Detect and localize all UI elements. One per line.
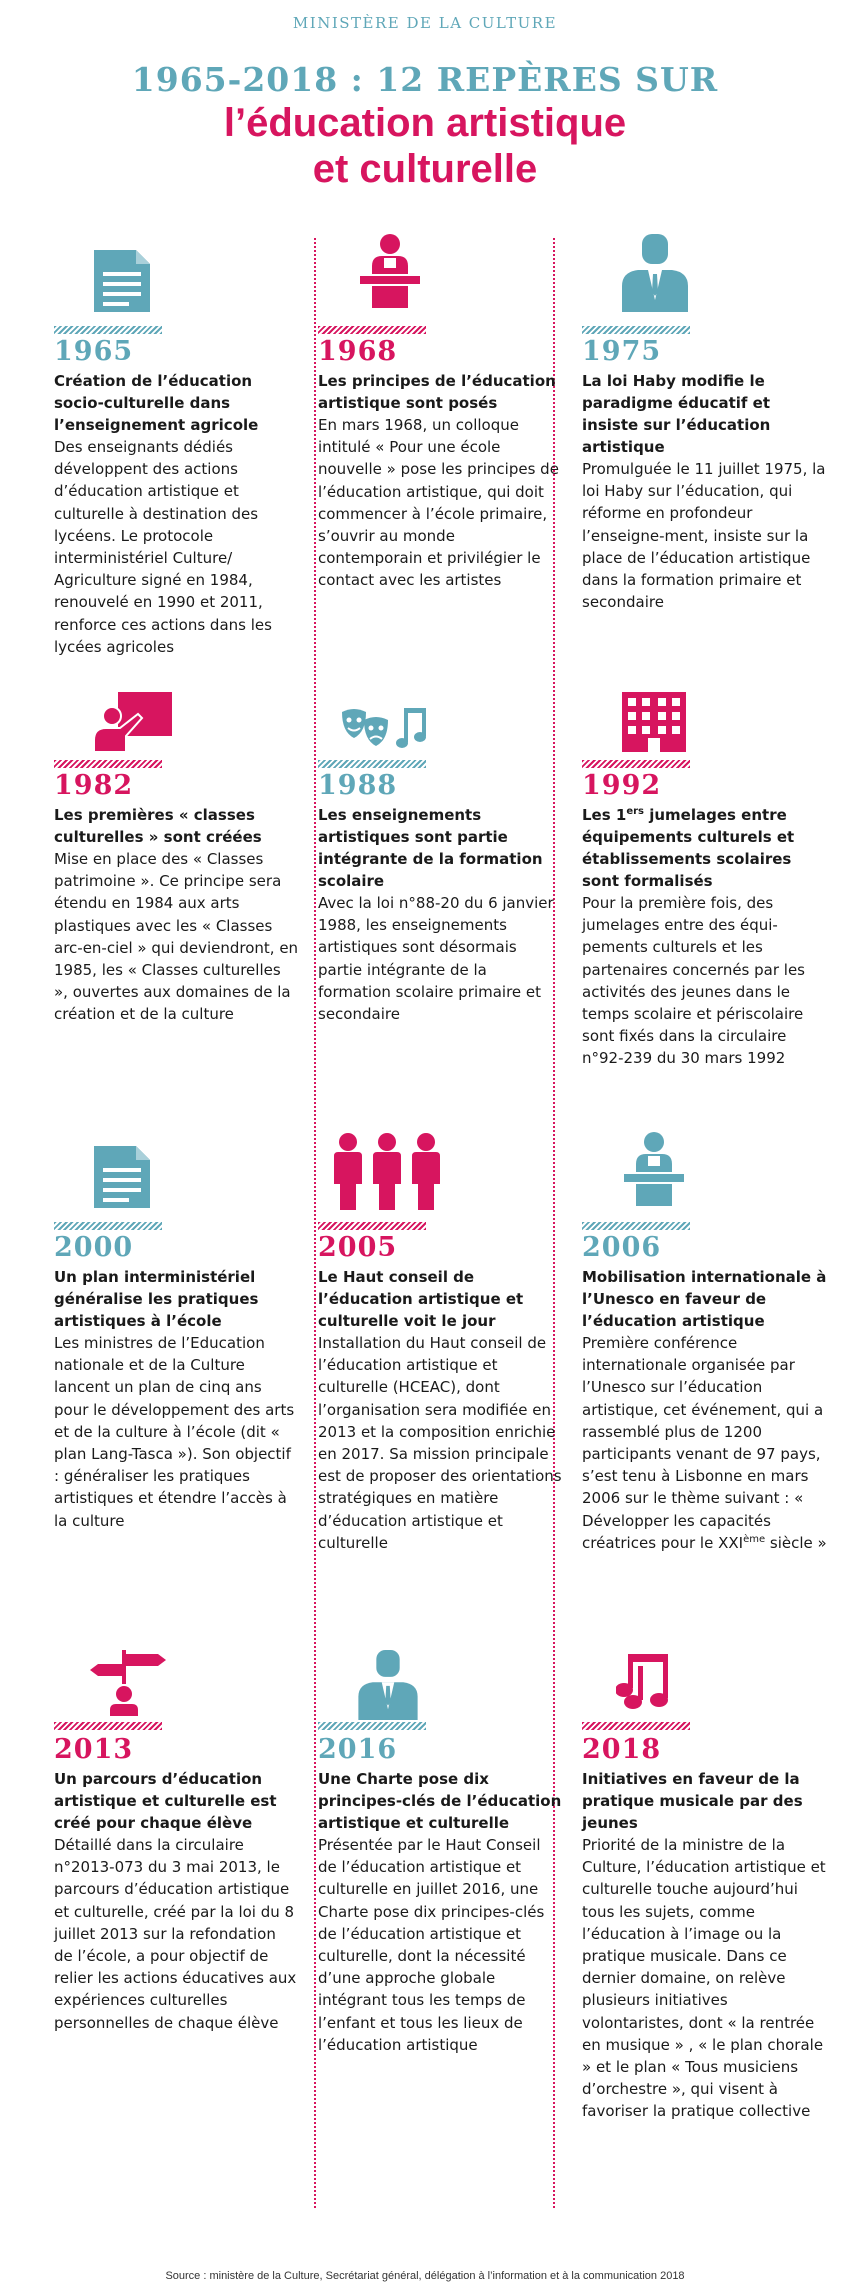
milestone-body: Mise en place des « Classes patrimoine ». Ce principe sera étendu en 1984 aux arts plastiques avec les « Classes arc-en-ciel » qui deviendront, en 1985, les « Classes culturelles », ouvertes aux domaines de la création et de la culture — [54, 850, 299, 1024]
music-notes-icon — [582, 1650, 827, 1730]
hatch-decoration — [582, 1722, 690, 1730]
page-title-line1: 1965-2018 : 12 REPÈRES SUR — [131, 60, 719, 99]
milestone-body: Avec la loi n°88-20 du 6 janvier 1988, les enseignements artistiques sont désormais partie intégrante de la formation scolaire primaire et secondaire — [318, 894, 554, 1024]
milestone-heading: Mobilisation internationale à l’Unesco en faveur de l’éducation artistique Première conférence internationale organisée par l’Unesco sur l’éducation artistique, cet événement, qui a rassemblé plus de 1200 participants venant de 97 pays, s’est tenu à Lisbonne en mars 2006 sur le thème suivant : « Développer les capacités créatrices pour le XXIème siècle » — [582, 1266, 827, 1554]
group-people-icon — [318, 1132, 563, 1212]
milestone-body: Installation du Haut conseil de l’éducation artistique et culturelle (HCEAC), dont l’organisation sera modifiée en 2013 et la composition enrichie en 2017. Sa mission principale est de proposer des orientations stratégiques en matière d’éducation artistique et culturelle — [318, 1334, 562, 1552]
milestone-body: Première conférence internationale organisée par l’Unesco sur l’éducation artistique, cet événement, qui a rassemblé plus de 1200 participants venant de 97 pays, s’est tenu à Lisbonne en mars 2006 sur le thème suivant : « Développer les capacités créatrices pour le XXIème siècle » — [582, 1334, 827, 1552]
milestone-heading: Les premières « classes culturelles » sont créées Mise en place des « Classes patrimoine ». Ce principe sera étendu en 1984 aux arts plastiques avec les « Classes arc-en-ciel » qui deviendront, en 1985, les « Classes culturelles », ouvertes aux domaines de la création et de la culture — [54, 804, 299, 1026]
milestone-year: 2006 — [582, 1232, 662, 1263]
milestone-year: 2016 — [318, 1734, 398, 1765]
milestone-year: 1975 — [582, 336, 662, 367]
milestone-year: 1982 — [54, 770, 134, 801]
hatch-decoration — [318, 1222, 426, 1230]
milestone-heading: Les enseignements artistiques sont partie intégrante de la formation scolaire Avec la loi n°88-20 du 6 janvier 1988, les enseignements artistiques sont désormais partie intégrante de la formation scolaire primaire et secondaire — [318, 804, 563, 1025]
milestone-heading: Création de l’éducation socio-culturelle dans l’enseignement agricole Des enseignants dédiés développent des actions d’éducation artistique et culturelle à destination des lycéens. Le protocole interministériel Culture/ Agriculture signé en 1984, renouvelé en 1990 et 2011, renforce ces actions dans les lycées agricoles — [54, 370, 299, 658]
milestone-heading: Un parcours d’éducation artistique et culturelle est créé pour chaque élève Détaillé dans la circulaire n°2013-073 du 3 mai 2013, le parcours d’éducation artistique et culturelle, créé par la loi du 8 juillet 2013 sur la refondation de l’école, a pour objectif de relier les actions éducatives aux expériences culturelles personnelles de chaque élève — [54, 1768, 299, 2034]
milestone-heading: Initiatives en faveur de la pratique musicale par des jeunes Priorité de la ministre de la Culture, l’éducation artistique et culturelle touche aujourd’hui tous les sujets, comme l’éducation à l’image ou la pratique musicale. Dans ce dernier domaine, on relève plusieurs initiatives volontaristes, dont « la rentrée en musique » , « le plan chorale » et le plan « Tous musiciens d’orchestre », qui visent à favoriser la pratique collective — [582, 1768, 827, 2123]
milestone-year: 1968 — [318, 336, 398, 367]
milestone-year: 1965 — [54, 336, 134, 367]
milestone-body: Priorité de la ministre de la Culture, l’éducation artistique et culturelle touche aujourd’hui tous les sujets, comme l’éducation à l’image ou la pratique musicale. Dans ce dernier domaine, on relève plusieurs initiatives volontaristes, dont « la rentrée en musique » , « le plan chorale » et le plan « Tous musiciens d’orchestre », qui visent à favoriser la pratique collective — [582, 1836, 826, 2121]
hatch-decoration — [54, 326, 162, 334]
milestone-body: Les ministres de l’Education nationale et de la Culture lancent un plan de cinq ans pour le développement des arts et de la culture à l’école (dit « plan Lang-Tasca »). Son objectif : généraliser les pratiques artistiques et étendre l’accès à la culture — [54, 1334, 295, 1530]
source-note: Source : ministère de la Culture, Secrétariat général, délégation à l’information et à la communication 2018 — [165, 2270, 685, 2282]
milestone-heading: Un plan interministériel généralise les pratiques artistiques à l’école Les ministres de l’Education nationale et de la Culture lancent un plan de cinq ans pour le développement des arts et de la culture à l’école (dit « plan Lang-Tasca »). Son objectif : généraliser les pratiques artistiques et étendre l’accès à la culture — [54, 1266, 299, 1532]
milestone-body: Présentée par le Haut Conseil de l’éducation artistique et culturelle en juillet 2016, une Charte pose dix principes-clés de l’éducation artistique et culturelle, dont la nécessité d’une approche globale intégrant tous les temps de l’enfant et tous les lieux de l’éducation artistique — [318, 1836, 545, 2054]
milestone-year: 2018 — [582, 1734, 662, 1765]
milestone-body: En mars 1968, un colloque intitulé « Pour une école nouvelle » pose les principes de l’éducation artistique, qui doit commencer à l’école primaire, s’ouvrir au monde contemporain et privilégier le contact avec les artistes — [318, 416, 559, 590]
milestone-year: 1992 — [582, 770, 662, 801]
milestone-year: 2013 — [54, 1734, 134, 1765]
hatch-decoration — [318, 1722, 426, 1730]
page-title-line2b: et culturelle — [312, 147, 538, 191]
milestone-body: Promulguée le 11 juillet 1975, la loi Haby sur l’éducation, qui réforme en profondeur l’enseigne-ment, insiste sur la place de l’éducation artistique dans la formation primaire et secondaire — [582, 460, 826, 612]
milestone-year: 2005 — [318, 1232, 398, 1263]
hatch-decoration — [54, 1222, 162, 1230]
milestone-heading: Une Charte pose dix principes-clés de l’éducation artistique et culturelle Présentée par le Haut Conseil de l’éducation artistique et culturelle en juillet 2016, une Charte pose dix principes-clés de l’éducation artistique et culturelle, dont la nécessité d’une approche globale intégrant tous les temps de l’enfant et tous les lieux de l’éducation artistique — [318, 1768, 563, 2056]
ministry-label: MINISTÈRE DE LA CULTURE — [292, 14, 558, 32]
hatch-decoration — [318, 326, 426, 334]
milestone-body: Détaillé dans la circulaire n°2013-073 du 3 mai 2013, le parcours d’éducation artistique et culturelle, créé par la loi du 8 juillet 2013 sur la refondation de l’école, a pour objectif de relier les actions éducatives aux expériences culturelles personnelles de chaque élève — [54, 1836, 297, 2032]
person-suit-icon — [582, 234, 827, 314]
document-icon — [54, 250, 299, 330]
person-signpost-icon — [54, 1650, 299, 1730]
milestone-year: 1988 — [318, 770, 398, 801]
milestone-heading: Les principes de l’éducation artistique sont posés En mars 1968, un colloque intitulé « Pour une école nouvelle » pose les principes de l’éducation artistique, qui doit commencer à l’école primaire, s’ouvrir au monde contemporain et privilégier le contact avec les artistes — [318, 370, 563, 592]
column-divider-left — [314, 238, 316, 2208]
speaker-podium-icon — [318, 234, 563, 314]
hatch-decoration — [318, 760, 426, 768]
page-title-line2a: l’éducation artistique — [223, 101, 627, 145]
milestone-year: 2000 — [54, 1232, 134, 1263]
hatch-decoration — [582, 760, 690, 768]
speaker-podium-icon — [582, 1132, 827, 1212]
hatch-decoration — [54, 1722, 162, 1730]
page-title-line2 — [0, 100, 850, 192]
milestone-body: Des enseignants dédiés développent des actions d’éducation artistique et culturelle à destination des lycéens. Le protocole interministériel Culture/ Agriculture signé en 1984, renouvelé en 1990 et 2011, renforce ces actions dans les lycées agricoles — [54, 438, 272, 656]
milestone-heading: La loi Haby modifie le paradigme éducatif et insiste sur l’éducation artistique Promulguée le 11 juillet 1975, la loi Haby sur l’éducation, qui réforme en profondeur l’enseigne-ment, insiste sur la place de l’éducation artistique dans la formation primaire et secondaire — [582, 370, 827, 613]
person-suit-icon — [318, 1650, 563, 1730]
milestone-heading: Le Haut conseil de l’éducation artistique et culturelle voit le jour Installation du Haut conseil de l’éducation artistique et culturelle (HCEAC), dont l’organisation sera modifiée en 2013 et la composition enrichie en 2017. Sa mission principale est de proposer des orientations stratégiques en matière d’éducation artistique et culturelle — [318, 1266, 563, 1554]
hatch-decoration — [582, 1222, 690, 1230]
hatch-decoration — [582, 326, 690, 334]
milestone-heading: Les 1ers jumelages entre équipements culturels et établissements scolaires sont formalisés Pour la première fois, des jumelages entre des équi-pements culturels et les partenaires concernés par les activités des jeunes dans le temps scolaire et périscolaire sont fixés dans la circulaire n°92-239 du 30 mars 1992 — [582, 804, 827, 1070]
milestone-body: Pour la première fois, des jumelages entre des équi-pements culturels et les partenaires concernés par les activités des jeunes dans le temps scolaire et périscolaire sont fixés dans la circulaire n°92-239 du 30 mars 1992 — [582, 894, 805, 1068]
hatch-decoration — [54, 760, 162, 768]
document-icon — [54, 1146, 299, 1226]
